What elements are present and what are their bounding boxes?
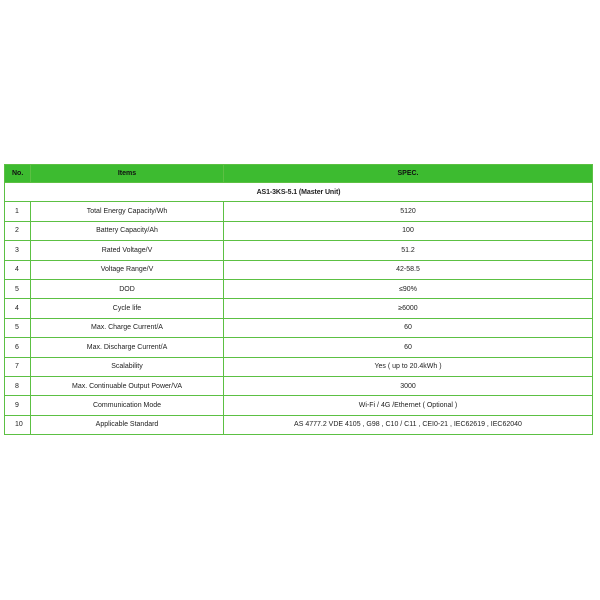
row-item: DOD: [31, 279, 224, 298]
row-item: Applicable Standard: [31, 415, 224, 434]
row-spec: Yes ( up to 20.4kWh ): [224, 357, 593, 376]
row-spec: ≥6000: [224, 299, 593, 318]
row-spec: 100: [224, 221, 593, 240]
row-number: 4: [5, 260, 31, 279]
row-spec: Wi-Fi / 4G /Ethernet ( Optional ): [224, 396, 593, 415]
row-spec: 3000: [224, 376, 593, 395]
row-number: 4: [5, 299, 31, 318]
row-spec: 60: [224, 318, 593, 337]
row-item: Battery Capacity/Ah: [31, 221, 224, 240]
row-number: 3: [5, 241, 31, 260]
table-row: [5, 299, 593, 318]
spec-table: [4, 164, 593, 435]
row-number: 5: [5, 318, 31, 337]
row-item: Total Energy Capacity/Wh: [31, 202, 224, 221]
table-row: [5, 202, 593, 221]
row-item: Scalability: [31, 357, 224, 376]
table-row: [5, 415, 593, 434]
header-items: Items: [31, 165, 224, 183]
row-spec: 42-58.5: [224, 260, 593, 279]
row-item: Max. Continuable Output Power/VA: [31, 376, 224, 395]
header-no: No.: [5, 165, 31, 183]
table-row: [5, 221, 593, 240]
table-row: [5, 241, 593, 260]
table-header: [5, 165, 593, 183]
table-row: [5, 279, 593, 298]
group-title-row: [5, 183, 593, 202]
row-item: Cycle life: [31, 299, 224, 318]
table-row: [5, 318, 593, 337]
row-number: 8: [5, 376, 31, 395]
header-spec: SPEC.: [224, 165, 593, 183]
row-number: 2: [5, 221, 31, 240]
row-number: 9: [5, 396, 31, 415]
row-item: Rated Voltage/V: [31, 241, 224, 260]
table-row: [5, 338, 593, 357]
row-item: Max. Discharge Current/A: [31, 338, 224, 357]
row-spec: 60: [224, 338, 593, 357]
group-title: AS1-3KS-5.1 (Master Unit): [5, 183, 593, 202]
table-row: [5, 357, 593, 376]
row-spec: AS 4777.2 VDE 4105 , G98 , C10 / C11 , CEI0-21 , IEC62619 , IEC62040: [224, 415, 593, 434]
row-number: 5: [5, 279, 31, 298]
row-item: Voltage Range/V: [31, 260, 224, 279]
row-spec: 5120: [224, 202, 593, 221]
table-row: [5, 260, 593, 279]
table-row: [5, 396, 593, 415]
table-row: [5, 376, 593, 395]
row-item: Max. Charge Current/A: [31, 318, 224, 337]
row-spec: ≤90%: [224, 279, 593, 298]
row-number: 1: [5, 202, 31, 221]
row-item: Communication Mode: [31, 396, 224, 415]
row-number: 7: [5, 357, 31, 376]
row-spec: 51.2: [224, 241, 593, 260]
row-number: 6: [5, 338, 31, 357]
table-body: [5, 183, 593, 435]
header-row: [5, 165, 593, 183]
row-number: 10: [5, 415, 31, 434]
